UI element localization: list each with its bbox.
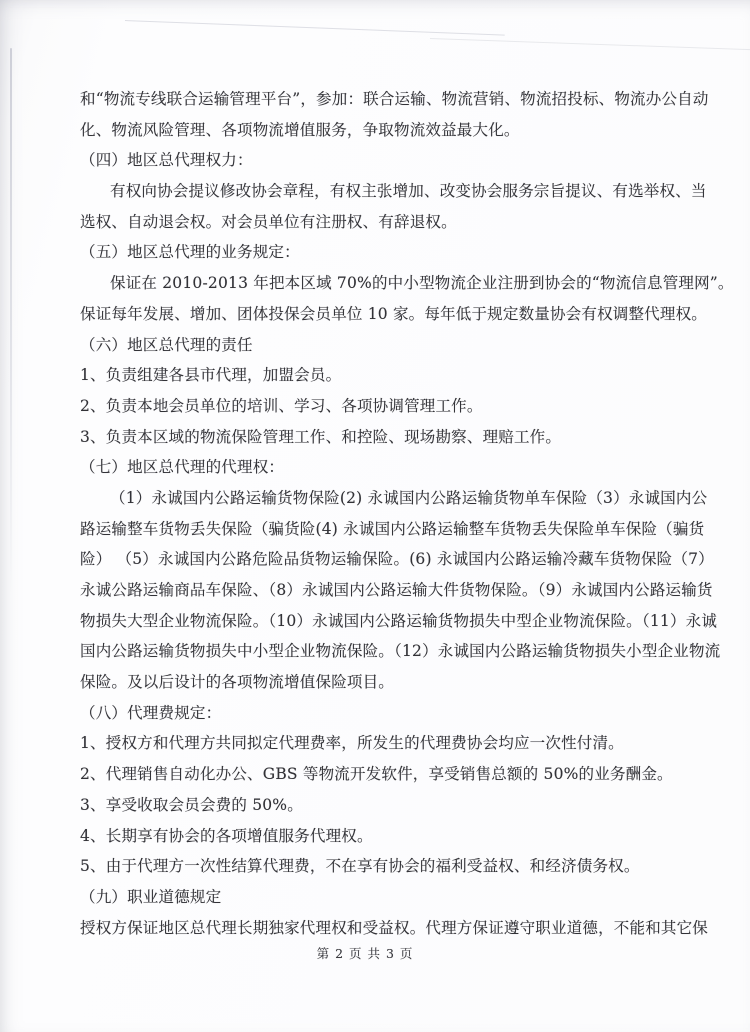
document-line: 1、负责组建各县市代理，加盟会员。 [80, 366, 342, 385]
document-line: 有权向协会提议修改协会章程，有权主张增加、改变协会服务宗旨提议、有选举权、当 [110, 182, 707, 201]
document-line: 永诚公路运输商品车保险、（8）永诚国内公路运输大件货物保险。（9）永诚国内公路运输货 [80, 581, 713, 599]
document-line: （八）代理费规定： [80, 703, 222, 722]
document-line: 国内公路运输货物损失中小型企业物流保险。（12）永诚国内公路运输货物损失小型企业物流 [80, 642, 721, 661]
document-line: 5、由于代理方一次性结算代理费，不在享有协会的福利受益权、和经济债务权。 [80, 857, 640, 876]
document-line: 保险。及以后设计的各项物流增值保险项目。 [80, 673, 395, 692]
document-line: 授权方保证地区总代理长期独家代理权和受益权。代理方保证遵守职业道德，不能和其它保 [80, 918, 709, 937]
document-line: （五）地区总代理的业务规定： [80, 243, 300, 262]
document-line: 路运输整车货物丢失保险（骗货险(4) 永诚国内公路运输整车货物丢失保险单车保险（骗货 [80, 519, 705, 538]
document-line: 4、长期享有协会的各项增值服务代理权。 [80, 826, 373, 845]
document-line: （六）地区总代理的责任 [80, 335, 253, 354]
document-line: 3、负责本区域的物流保险管理工作、和控险、现场勘察、理赔工作。 [80, 427, 562, 446]
paper-crease [430, 38, 750, 54]
paper-crease [125, 20, 505, 36]
document-line: 2、负责本地会员单位的培训、学习、各项协调管理工作。 [80, 396, 483, 415]
document-line: （四）地区总代理权力： [80, 151, 253, 170]
document-line: （九）职业道德规定 [80, 887, 222, 906]
document-line: 保证在 2010-2013 年把本区域 70%的中小型物流企业注册到协会的“物流信息管理网”。 [110, 274, 734, 293]
document-line: 险） （5）永诚国内公路危险品货物运输保险。(6) 永诚国内公路运输冷藏车货物保险（7） [80, 550, 714, 569]
document-line: 选权、自动退会权。对会员单位有注册权、有辞退权。 [80, 212, 457, 231]
document-line: 2、代理销售自动化办公、GBS 等物流开发软件，享受销售总额的 50%的业务酬金。 [80, 765, 673, 784]
document-line: 保证每年发展、增加、团体投保会员单位 10 家。每年低于规定数量协会有权调整代理权。 [80, 304, 707, 323]
page-footer: 第 2 页 共 3 页 [316, 946, 414, 961]
document-line: （七）地区总代理的代理权： [80, 458, 285, 477]
document-line: 1、授权方和代理方共同拟定代理费率，所发生的代理费协会均应一次性付清。 [80, 734, 624, 753]
document-body [80, 84, 734, 943]
document-line: 和“物流专线联合运输管理平台”，参加：联合运输、物流营销、物流招投标、物流办公自动 [80, 90, 709, 108]
scan-edge-artifact [10, 48, 12, 593]
document-line: 3、享受收取会员会费的 50%。 [80, 795, 303, 814]
document-line: 化、物流风险管理、各项物流增值服务，争取物流效益最大化。 [80, 120, 520, 139]
document-line: 物损失大型企业物流保险。（10）永诚国内公路运输货物损失中型企业物流保险。（11）永诚 [80, 611, 718, 630]
document-line: （1）永诚国内公路运输货物保险(2) 永诚国内公路运输货物单车保险（3）永诚国内公 [110, 488, 708, 507]
